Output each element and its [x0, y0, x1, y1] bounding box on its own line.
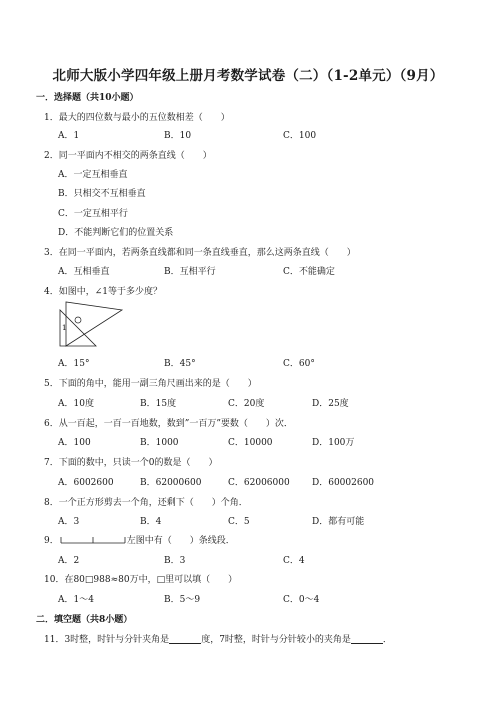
q9-stem: 左图中有（ ）条线段． — [126, 536, 235, 546]
section-choice-heading: 一．选择题（共10小题） — [36, 93, 139, 103]
question-7: 7．下面的数中，只读一个0的数是（ ） — [44, 458, 218, 468]
q11-part2: 度，7时整，时针与分针较小的夹角是 — [201, 635, 351, 645]
q8-option-b: B．4 — [140, 517, 162, 527]
angle-1-label: 1 — [62, 324, 67, 332]
q10-option-c: C．0～4 — [283, 595, 320, 605]
q9-option-b: B．3 — [164, 556, 186, 566]
q11-part1: 11．3时整，时针与分针夹角是 — [44, 635, 170, 645]
question-10: 10．在80□988≈80万中，□里可以填（ ） — [44, 575, 238, 585]
q6-option-d: D．100万 — [312, 438, 355, 448]
q9-number: 9． — [44, 536, 59, 546]
q1-option-a: A．1 — [58, 131, 80, 141]
q7-option-d: D．60002600 — [312, 478, 375, 488]
q7-option-b: B．62000600 — [140, 478, 202, 488]
section-fill-heading: 二．填空题（共8小题） — [36, 615, 133, 625]
q2-option-a: A．一定互相垂直 — [58, 170, 128, 180]
page-title: 北师大版小学四年级上册月考数学试卷（二）（1-2单元）（9月） — [52, 68, 444, 84]
triangle-ruler-figure — [56, 300, 126, 348]
line-segment-figure — [59, 534, 127, 544]
q4-option-c: C．60° — [283, 359, 315, 369]
q11-part3: ． — [382, 635, 392, 645]
answer-blank — [351, 634, 383, 644]
q7-option-c: C．62006000 — [228, 478, 290, 488]
q4-option-a: A．15° — [58, 359, 90, 369]
q10-option-b: B．5～9 — [164, 595, 201, 605]
question-11 — [44, 632, 392, 645]
q3-option-b: B．互相平行 — [164, 267, 216, 277]
question-6: 6．从一百起，一百一百地数，数到”一百万”要数（ ）次． — [44, 419, 293, 429]
q10-option-a: A．1～4 — [58, 595, 94, 605]
q9-option-a: A．2 — [58, 556, 80, 566]
q8-option-a: A．3 — [58, 517, 80, 527]
q5-option-a: A．10度 — [58, 399, 94, 409]
q5-option-d: D．25度 — [312, 399, 349, 409]
q6-option-b: B．1000 — [140, 438, 179, 448]
q2-option-b: B．只相交不互相垂直 — [58, 189, 146, 199]
answer-blank — [169, 634, 201, 644]
q4-option-b: B．45° — [164, 359, 196, 369]
q1-option-c: C．100 — [283, 131, 317, 141]
question-1: 1．最大的四位数与最小的五位数相差（ ） — [44, 113, 230, 123]
q3-option-a: A．互相垂直 — [58, 267, 110, 277]
q5-option-b: B．15度 — [140, 399, 177, 409]
q1-option-b: B．10 — [164, 131, 192, 141]
question-3: 3．在同一平面内，若两条直线都和同一条直线垂直，那么这两条直线（ ） — [44, 248, 356, 258]
question-9 — [44, 533, 235, 546]
q2-option-c: C．一定互相平行 — [58, 209, 128, 219]
q5-option-c: C．20度 — [228, 399, 265, 409]
question-2: 2．同一平面内不相交的两条直线（ ） — [44, 151, 212, 161]
question-5: 5．下面的角中，能用一副三角尺画出来的是（ ） — [44, 379, 257, 389]
q6-option-c: C．10000 — [228, 438, 273, 448]
q6-option-a: A．100 — [58, 438, 91, 448]
q3-option-c: C．不能确定 — [283, 267, 335, 277]
q7-option-a: A．6002600 — [58, 478, 114, 488]
q8-option-d: D．都有可能 — [312, 517, 365, 527]
question-8: 8．一个正方形剪去一个角，还剩下（ ）个角． — [44, 498, 248, 508]
q9-option-c: C．4 — [283, 556, 305, 566]
q2-option-d: D．不能判断它们的位置关系 — [58, 228, 174, 238]
q8-option-c: C．5 — [228, 517, 250, 527]
question-4: 4．如图中，∠1等于多少度？ — [44, 287, 162, 297]
